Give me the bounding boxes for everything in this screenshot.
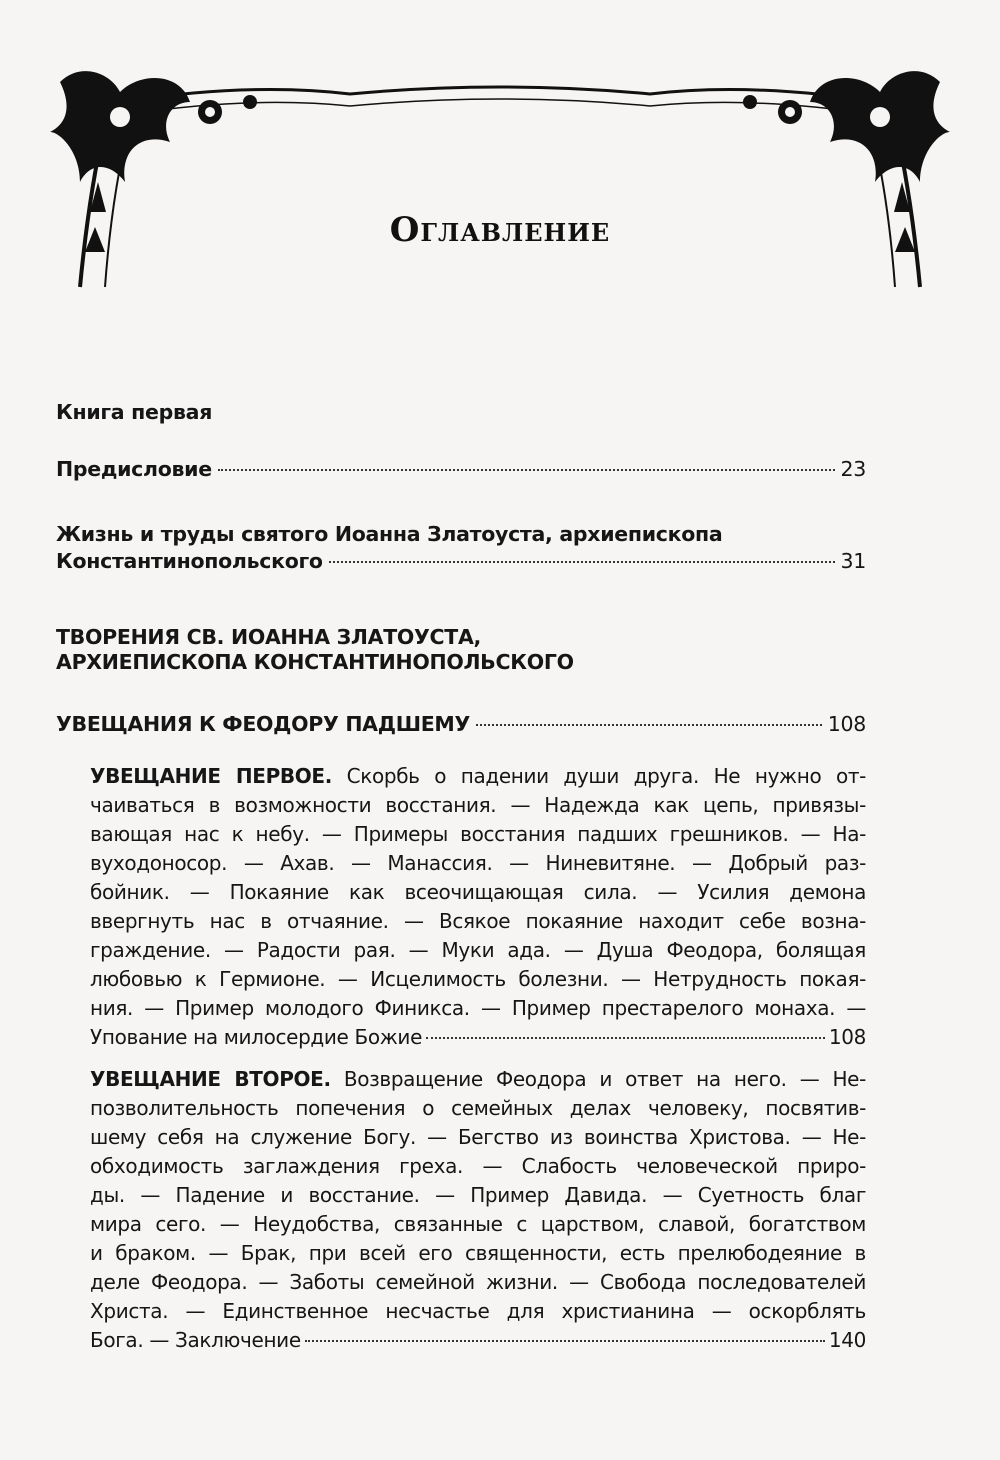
toc-entry-exhortations[interactable]	[56, 712, 866, 736]
text-line: Скорбь о падении души друга. Не нужно от-	[332, 764, 866, 788]
entry-title: Предисловие	[56, 457, 212, 481]
ornamental-frame-icon	[50, 62, 950, 292]
text-line: шему себя на служение Богу. — Бегство из воинства Христова. — Не-	[90, 1125, 866, 1149]
text-line: Возвращение Феодора и ответ на него. — Не-	[330, 1067, 866, 1091]
text-line: вающая нас к небу. — Примеры восстания падших грешников. — На-	[90, 822, 866, 846]
dot-leader	[476, 724, 822, 726]
text-line: деле Феодора. — Заботы семейной жизни. — Свобода последователей	[90, 1270, 866, 1294]
dot-leader	[426, 1037, 825, 1039]
subentry-heading: УВЕЩАНИЕ ПЕРВОЕ.	[90, 764, 332, 788]
dot-leader	[329, 561, 835, 563]
text-line: вуходоносор. — Ахав. — Манассия. — Ниневитяне. — Добрый раз-	[90, 851, 866, 875]
text-line: ввергнуть нас в отчаяние. — Всякое покаяние находит себе возна-	[90, 909, 866, 933]
dot-leader	[305, 1340, 825, 1342]
subentry-heading: УВЕЩАНИЕ ВТОРОЕ.	[90, 1067, 331, 1091]
entry-title: Константинопольского	[56, 549, 323, 573]
entry-title-line: Жизнь и труды святого Иоанна Златоуста, архиепископа	[56, 522, 723, 546]
text-line: ния. — Пример молодого Финикса. — Пример престарелого монаха. —	[90, 996, 866, 1020]
page-number: 108	[827, 712, 866, 736]
text-line: позволительность попечения о семейных делах человеку, посвятив-	[90, 1096, 866, 1120]
page-number: 108	[828, 1025, 866, 1049]
toc-subentry-second[interactable]	[90, 1065, 866, 1355]
text-line: граждение. — Радости рая. — Муки ада. — Душа Феодора, болящая	[90, 938, 866, 962]
page-number: 140	[828, 1328, 866, 1352]
toc-entry-life[interactable]	[56, 549, 866, 573]
text-line: любовью к Гермионе. — Исцелимость болезни. — Нетрудность покая-	[90, 967, 866, 991]
page-title: Оглавление	[389, 210, 611, 250]
text-line: Бога. — Заключение	[90, 1328, 301, 1352]
toc-entry-preface[interactable]	[56, 457, 866, 481]
book-label: Книга первая	[56, 400, 213, 424]
section-heading: АРХИЕПИСКОПА КОНСТАНТИНОПОЛЬСКОГО	[56, 650, 574, 674]
text-line: Упование на милосердие Божие	[90, 1025, 423, 1049]
toc-subentry-first[interactable]	[90, 762, 866, 1052]
section-heading: ТВОРЕНИЯ СВ. ИОАННА ЗЛАТОУСТА,	[56, 625, 482, 649]
text-line: и браком. — Брак, при всей его священности, есть прелюбодеяние в	[90, 1241, 866, 1265]
text-line: Христа. — Единственное несчастье для христианина — оскорблять	[90, 1299, 866, 1323]
dot-leader	[218, 469, 835, 471]
text-line: ды. — Падение и восстание. — Пример Давида. — Суетность благ	[90, 1183, 866, 1207]
text-line: мира сего. — Неудобства, связанные с царством, славой, богатством	[90, 1212, 866, 1236]
text-line: обходимость заглаждения греха. — Слабость человеческой приро-	[90, 1154, 866, 1178]
page-number: 31	[840, 549, 866, 573]
page-number: 23	[840, 457, 866, 481]
text-line: чаиваться в возможности восстания. — Надежда как цепь, привязы-	[90, 793, 866, 817]
entry-title: УВЕЩАНИЯ К ФЕОДОРУ ПАДШЕМУ	[56, 712, 471, 736]
text-line: бойник. — Покаяние как всеочищающая сила. — Усилия демона	[90, 880, 866, 904]
